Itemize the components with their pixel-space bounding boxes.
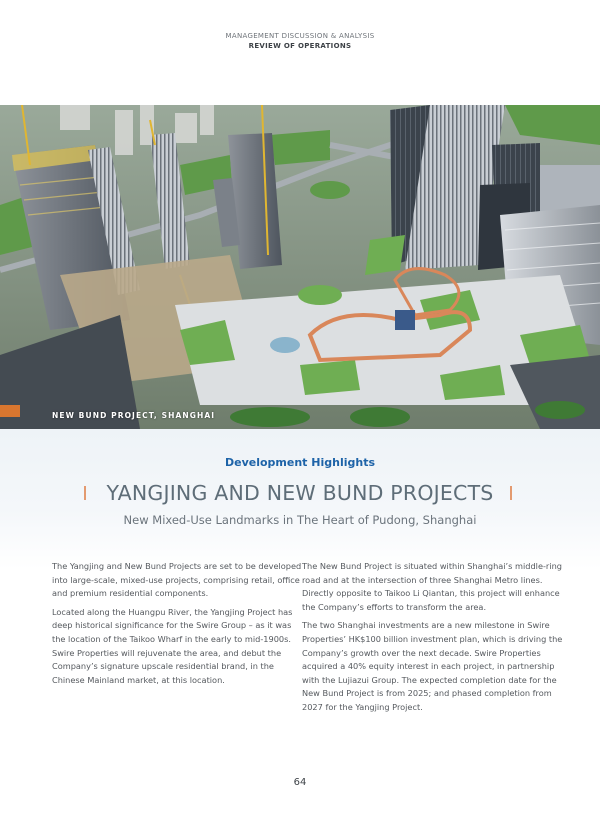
page-number: 64: [293, 777, 307, 788]
aerial-photo-illustration: [0, 105, 600, 429]
aerial-photo: [0, 105, 600, 429]
page-header: [0, 31, 600, 52]
feature-title: YANGJING AND NEW BUND PROJECTS: [106, 481, 494, 505]
title-divider-left: [84, 486, 86, 500]
body-paragraph: The New Bund Project is situated within Shanghai’s middle-ring road and at the intersection of three Shanghai Metro lines. Directly opposite to Taikoo Li Qiantan, this project will enhance the Company’s efforts to transform the area.: [302, 561, 562, 612]
body-column-right: [302, 560, 564, 720]
body-paragraph: The Yangjing and New Bund Projects are set to be developed into large-scale, mixed-use projects, comprising retail, office and premium residential components.: [52, 561, 302, 599]
subsection-label: REVIEW OF OPERATIONS: [248, 42, 352, 50]
feature-kicker: Development Highlights: [225, 456, 375, 469]
photo-caption: NEW BUND PROJECT, SHANGHAI: [52, 411, 216, 420]
body-paragraph: Located along the Huangpu River, the Yangjing Project has deep historical significance for the Swire Group – as it was the location of the Taikoo Wharf in the early to mid-1900s. Swire Properties will rejuvenate the area, and debut the Company’s signature upscale residential brand, in the Chinese Mainland market, at this location.: [52, 606, 293, 685]
feature-title-row: [0, 478, 600, 508]
body-paragraph: The two Shanghai investments are a new milestone in Swire Properties’ HK$100 billion investment plan, which is driving the Company’s growth over the next decade. Swire Properties acquired a 40% equity interest in each project, in partnership with the Lujiazui Group. The expected completion date for the New Bund Project is from 2025; and phased completion from 2027 for the Yangjing Project.: [302, 620, 563, 712]
section-label: MANAGEMENT DISCUSSION & ANALYSIS: [225, 32, 375, 40]
feature-subtitle: New Mixed-Use Landmarks in The Heart of Pudong, Shanghai: [123, 513, 477, 527]
body-column-left: [52, 560, 302, 692]
title-divider-right: [510, 486, 512, 500]
